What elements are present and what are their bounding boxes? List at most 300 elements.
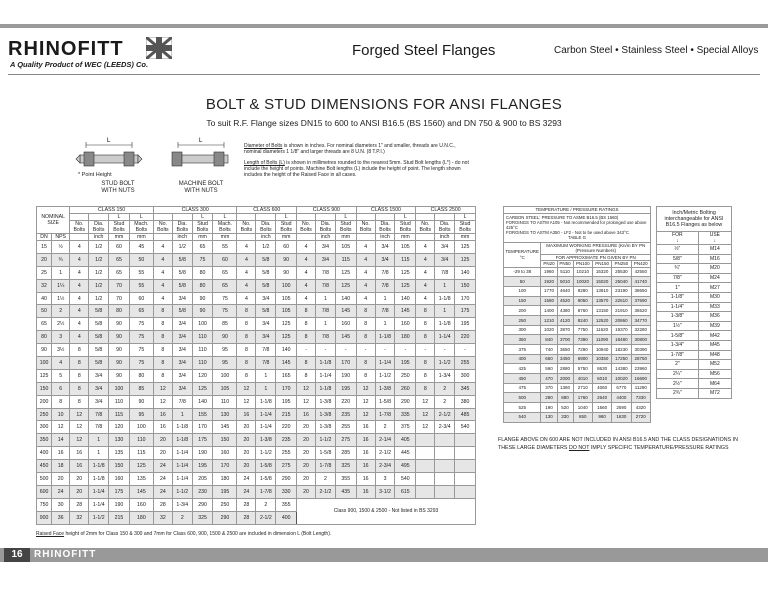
table-cell: 6770: [612, 383, 631, 393]
table-cell: 1-7/8: [375, 408, 395, 421]
table-cell: M56: [698, 369, 731, 379]
table-cell: 135: [109, 447, 130, 460]
table-cell: 145: [213, 421, 237, 434]
table-cell: 75: [129, 344, 153, 357]
table-cell: 75: [192, 253, 213, 266]
table-cell: 1210: [541, 315, 557, 325]
table-cell: 195: [192, 460, 213, 473]
table-cell: 90: [109, 369, 130, 382]
table-row: [37, 292, 476, 305]
table-cell: 5/8: [172, 279, 192, 292]
length-marker-1-2: L: [192, 214, 213, 221]
table-cell: 5/8: [256, 305, 276, 318]
table-cell: 3/4: [89, 395, 109, 408]
table-cell: 840: [541, 335, 557, 345]
table-cell: 290: [213, 511, 237, 524]
table-cell: 3450: [557, 354, 573, 364]
table-cell: 7/8: [375, 266, 395, 279]
table-cell: 1-1/4: [256, 408, 276, 421]
table-cell: 1960: [541, 267, 557, 277]
table-cell: 150: [37, 382, 52, 395]
subheader-0-2: Stud Bolts: [109, 221, 130, 234]
table-cell: 16: [70, 447, 89, 460]
table-cell: 1/2: [89, 241, 109, 254]
table-cell: 8: [237, 369, 256, 382]
table-cell: 5/8: [256, 253, 276, 266]
table-cell: 16: [237, 408, 256, 421]
table-cell: 4: [416, 241, 435, 254]
table-cell: 2: [375, 421, 395, 434]
table-row: [37, 434, 476, 447]
table-cell: 350: [37, 434, 52, 447]
table-cell: 4: [153, 279, 172, 292]
table-cell: M20: [698, 264, 731, 274]
table-cell: 3: [52, 331, 70, 344]
table-row: [37, 369, 476, 382]
table-cell: 5/8: [89, 357, 109, 370]
table-cell: M33: [698, 302, 731, 312]
table-cell: 65: [109, 253, 130, 266]
table-cell: 3870: [557, 325, 573, 335]
table-cell: 8: [297, 318, 316, 331]
table-cell: 60: [129, 292, 153, 305]
inch-metric-body: [657, 245, 732, 399]
table-cell: 115: [395, 253, 416, 266]
table-cell: 4: [153, 241, 172, 254]
table-cell: 16: [356, 473, 375, 486]
table-cell: -: [356, 344, 375, 357]
table-row: [657, 312, 732, 322]
table-cell: 7390: [573, 335, 592, 345]
table-cell: 335: [395, 408, 416, 421]
table-cell: 20: [297, 421, 316, 434]
table-cell: 290: [276, 473, 297, 486]
table-cell: ¾": [657, 264, 699, 274]
table-row: [657, 340, 732, 350]
table-cell: [416, 447, 435, 460]
subheader-0-1: Dia. Bolts: [89, 221, 109, 234]
table-cell: 3/4: [89, 382, 109, 395]
table-cell: 4: [237, 279, 256, 292]
table-cell: 12: [70, 421, 89, 434]
table-cell: 5/8: [89, 318, 109, 331]
table-cell: 8240: [573, 315, 592, 325]
table-cell: 100: [109, 382, 130, 395]
unit-3-1: inch: [316, 234, 336, 241]
table-cell: 2: [316, 473, 336, 486]
table-cell: 520: [557, 403, 573, 413]
subheader-3-1: Dia. Bolts: [316, 221, 336, 234]
table-cell: 28: [237, 511, 256, 524]
diameter-note: Diameter of Bolts is shown in inches. For nominal diameters 1" and smaller, threads are U.N.C., nominal diameters 1 1/8" and larger threads are 8 U.N. (8 T.P.I.): [244, 143, 456, 156]
table-cell: 21910: [612, 306, 631, 316]
table-cell: -: [416, 344, 435, 357]
table-cell: 5010: [557, 277, 573, 287]
page-number: 16: [4, 548, 30, 562]
table-cell: 650: [541, 354, 557, 364]
table-cell: 560: [541, 364, 557, 374]
table-cell: 16690: [631, 374, 650, 384]
table-cell: 4: [237, 292, 256, 305]
table-cell: 4: [70, 318, 89, 331]
table-cell: 12: [416, 408, 435, 421]
table-cell: 25530: [612, 267, 631, 277]
length-marker-3-2: L: [335, 214, 356, 221]
table-cell: 30800: [631, 335, 650, 345]
table-cell: 60: [276, 241, 297, 254]
table-cell: 3/4: [316, 241, 336, 254]
table-cell: 24: [153, 460, 172, 473]
table-cell: 350: [504, 335, 541, 345]
table-cell: 1: [375, 292, 395, 305]
subheader-1-2: Stud Bolts: [192, 221, 213, 234]
table-cell: 220: [455, 331, 476, 344]
table-cell: 30: [52, 498, 70, 511]
table-cell: 32: [70, 511, 89, 524]
table-cell: 20: [52, 473, 70, 486]
table-cell: 4: [237, 253, 256, 266]
table-cell: 4: [356, 292, 375, 305]
table-cell: 18230: [612, 345, 631, 355]
table-cell: 8: [416, 305, 435, 318]
class-2500-header: CLASS 2500: [416, 207, 476, 214]
table-cell: 20: [297, 434, 316, 447]
table-cell: 450: [37, 460, 52, 473]
table-cell: 70: [109, 292, 130, 305]
table-cell: 4: [70, 279, 89, 292]
table-cell: 4: [297, 253, 316, 266]
table-cell: 12: [153, 395, 172, 408]
unit-4-1: inch: [375, 234, 395, 241]
table-cell: 6: [52, 382, 70, 395]
table-cell: 250: [213, 498, 237, 511]
table-cell: 20: [237, 421, 256, 434]
length-marker-3-1: [316, 214, 336, 221]
table-cell: 125: [129, 460, 153, 473]
subheader-3-0: No. Bolts: [297, 221, 316, 234]
table-cell: 8: [153, 357, 172, 370]
table-cell: 250: [504, 315, 541, 325]
table-cell: 140: [276, 344, 297, 357]
table-cell: 170: [335, 357, 356, 370]
table-cell: 2-3/4: [375, 460, 395, 473]
table-cell: [435, 485, 455, 498]
table-cell: 2-1/4: [375, 434, 395, 447]
table-row: [657, 379, 732, 389]
table-cell: 100: [192, 318, 213, 331]
table-cell: 1630: [612, 412, 631, 422]
large-flange-note: FLANGE ABOVE DN 600 ARE NOT INCLUDED IN ANSI B16.5 AND THE CLASS DESIGNATIONS IN THESE LARGE DIAMETERS DO NOT IMPLY SPECIFIC TEMPERATURE/PRESSURE RATINGS: [498, 437, 738, 451]
table-cell: 2590: [612, 403, 631, 413]
table-cell: 7/8: [316, 331, 336, 344]
table-cell: 8: [237, 357, 256, 370]
length-marker-0-2: L: [109, 214, 130, 221]
table-cell: 16: [356, 421, 375, 434]
table-cell: 3/4: [435, 253, 455, 266]
subheader-0-0: No. Bolts: [70, 221, 89, 234]
table-cell: 16: [153, 408, 172, 421]
table-cell: 445: [395, 447, 416, 460]
table-cell: 12: [237, 395, 256, 408]
table-cell: 20: [297, 460, 316, 473]
table-cell: 195: [213, 485, 237, 498]
table-cell: 24: [153, 485, 172, 498]
unit-5-0: [416, 234, 435, 241]
table-cell: M52: [698, 360, 731, 370]
table-cell: 330: [276, 485, 297, 498]
length-marker-1-0: [153, 214, 172, 221]
class-1500-header: CLASS 1500: [356, 207, 416, 214]
table-cell: 170: [192, 421, 213, 434]
table-cell: 2880: [557, 364, 573, 374]
table-cell: 41740: [631, 277, 650, 287]
table-cell: 1": [657, 283, 699, 293]
table-cell: 1-3/4": [657, 340, 699, 350]
table-cell: 1-5/8: [375, 395, 395, 408]
table-cell: 4400: [612, 393, 631, 403]
table-cell: 230: [192, 485, 213, 498]
table-cell: 160: [213, 447, 237, 460]
table-cell: 18480: [612, 335, 631, 345]
table-row: [657, 321, 732, 331]
table-cell: 16: [70, 460, 89, 473]
logo-tagline: A Quality Product of WEC (LEEDS) Co.: [10, 60, 149, 69]
table-cell: 24: [52, 485, 70, 498]
table-cell: ½": [657, 245, 699, 255]
table-cell: 7330: [631, 393, 650, 403]
units-row: [37, 234, 476, 241]
table-cell: 235: [276, 434, 297, 447]
approx-pn-header: FOR APPROXIMATE PN GIVEN BY PN: [541, 254, 651, 261]
table-cell: 170: [276, 382, 297, 395]
table-cell: 28750: [631, 354, 650, 364]
table-row: [37, 460, 476, 473]
table-cell: 95: [213, 344, 237, 357]
table-cell: 8630: [592, 364, 611, 374]
table-cell: M39: [698, 321, 731, 331]
table-cell: 7/8: [375, 279, 395, 292]
table-cell: 1920: [541, 277, 557, 287]
table-cell: 8: [153, 344, 172, 357]
table-cell: 24: [153, 473, 172, 486]
table-cell: 12: [70, 434, 89, 447]
pt-notes: CARBON STEEL: PRESSURE TO ASME B16.5 (BS 1560) FORGINGS TO ASTM A105 - Not recommended for prolonged use above 425°C FORGINGS TO ASTM A350 - LF2 - Not to be used above 343°C TABLE G: [504, 213, 651, 242]
table-cell: 16: [356, 434, 375, 447]
table-cell: 3½: [52, 344, 70, 357]
table-cell: 330: [557, 412, 573, 422]
table-cell: 20: [237, 434, 256, 447]
not-listed-note: Class 900, 1500 & 2500 - Not listed in BS 3293: [297, 498, 476, 524]
table-cell: 16: [356, 485, 375, 498]
table-cell: 65: [192, 241, 213, 254]
table-cell: 485: [455, 408, 476, 421]
table-cell: 1020: [541, 325, 557, 335]
table-cell: 540: [504, 412, 541, 422]
pressure-ratings-body: [504, 267, 651, 422]
table-cell: 110: [213, 395, 237, 408]
table-cell: 75: [129, 318, 153, 331]
table-cell: 190: [109, 498, 130, 511]
table-row: [504, 296, 651, 306]
table-row: [37, 498, 476, 511]
length-marker-5-0: [416, 214, 435, 221]
length-marker-2-1: [256, 214, 276, 221]
table-cell: 380: [455, 395, 476, 408]
table-cell: 130: [541, 412, 557, 422]
table-cell: 1-1/8: [435, 318, 455, 331]
table-cell: 32280: [631, 325, 650, 335]
table-cell: 2¼": [657, 369, 699, 379]
length-marker-0-0: [70, 214, 89, 221]
table-cell: 4380: [557, 306, 573, 316]
table-cell: 15: [37, 241, 52, 254]
table-cell: 20860: [612, 315, 631, 325]
length-marker-1-3: L: [213, 214, 237, 221]
table-cell: 8: [237, 305, 256, 318]
table-cell: 205: [192, 473, 213, 486]
table-cell: 2-3/4: [435, 421, 455, 434]
table-cell: ¾: [52, 253, 70, 266]
table-cell: 1-1/2: [89, 511, 109, 524]
table-cell: 8: [70, 382, 89, 395]
table-row: [504, 374, 651, 384]
unit-1-3: mm: [213, 234, 237, 241]
table-cell: 4: [356, 266, 375, 279]
table-cell: 1760: [573, 393, 592, 403]
table-cell: 8: [356, 369, 375, 382]
table-cell: 75: [129, 357, 153, 370]
point-height-note: * Point Height: [78, 172, 112, 178]
table-cell: 160: [335, 318, 356, 331]
table-cell: 600: [37, 485, 52, 498]
table-cell: 70: [109, 279, 130, 292]
table-cell: 8: [70, 357, 89, 370]
table-row: [657, 245, 732, 255]
table-cell: -: [297, 344, 316, 357]
for-header: FOR ↓: [657, 232, 699, 245]
table-cell: 190: [541, 403, 557, 413]
table-row: [37, 331, 476, 344]
table-cell: 195: [335, 382, 356, 395]
table-cell: 1½": [657, 321, 699, 331]
table-row: [37, 241, 476, 254]
table-cell: -: [316, 344, 336, 357]
table-cell: 1/2: [89, 279, 109, 292]
table-cell: 2-1/2: [435, 408, 455, 421]
table-cell: M24: [698, 273, 731, 283]
table-cell: 1: [316, 292, 336, 305]
table-cell: 3/4: [375, 253, 395, 266]
table-cell: 1-5/8": [657, 331, 699, 341]
table-cell: 3-1/2: [375, 485, 395, 498]
table-cell: 1360: [557, 383, 573, 393]
length-marker-0-3: L: [129, 214, 153, 221]
unit-1-0: [153, 234, 172, 241]
table-cell: 1-1/4: [172, 447, 192, 460]
table-row: [657, 302, 732, 312]
table-cell: 5/8: [89, 344, 109, 357]
table-cell: 12: [153, 382, 172, 395]
table-row: [37, 473, 476, 486]
length-marker-1-1: [172, 214, 192, 221]
table-cell: 7/8: [256, 357, 276, 370]
table-cell: 5/8: [172, 266, 192, 279]
header-title: Forged Steel Flanges: [352, 42, 496, 59]
table-cell: 7/8: [316, 305, 336, 318]
table-cell: 165: [276, 369, 297, 382]
table-row: [657, 264, 732, 274]
table-cell: 100: [37, 357, 52, 370]
table-cell: 4320: [631, 403, 650, 413]
table-cell: 28: [70, 498, 89, 511]
table-row: [37, 485, 476, 498]
table-cell: 175: [455, 305, 476, 318]
table-cell: 20: [70, 473, 89, 486]
table-cell: 1/2: [256, 241, 276, 254]
table-cell: 3/4: [89, 369, 109, 382]
size-unit-0: DN: [37, 234, 52, 241]
table-cell: 2½: [52, 318, 70, 331]
table-cell: 1-1/8: [316, 357, 336, 370]
table-cell: 90: [213, 331, 237, 344]
table-cell: 12: [356, 408, 375, 421]
table-cell: 285: [335, 447, 356, 460]
table-cell: 3: [375, 473, 395, 486]
table-cell: 105: [395, 241, 416, 254]
table-cell: 5/8: [172, 305, 192, 318]
table-cell: 8: [297, 331, 316, 344]
table-cell: 8: [297, 357, 316, 370]
table-cell: 3/4: [172, 331, 192, 344]
table-cell: 500: [37, 473, 52, 486]
length-marker-2-2: L: [276, 214, 297, 221]
pn-col-5: PN420: [631, 261, 650, 268]
subheader-2-1: Dia. Bolts: [256, 221, 276, 234]
table-cell: 14: [52, 434, 70, 447]
table-cell: 110: [192, 357, 213, 370]
subheader-4-1: Dia. Bolts: [375, 221, 395, 234]
table-cell: 2640: [592, 393, 611, 403]
table-cell: 28: [153, 498, 172, 511]
subheader-1-1: Dia. Bolts: [172, 221, 192, 234]
table-cell: [416, 460, 435, 473]
table-cell: 16: [297, 408, 316, 421]
table-cell: 5/8: [256, 266, 276, 279]
table-cell: 4010: [573, 374, 592, 384]
table-cell: 5/8: [256, 279, 276, 292]
table-cell: 405: [395, 434, 416, 447]
class-300-header: CLASS 300: [153, 207, 237, 214]
table-cell: 1-3/8: [316, 395, 336, 408]
table-cell: 32: [153, 511, 172, 524]
table-cell: 8: [416, 382, 435, 395]
table-cell: 880: [557, 393, 573, 403]
subheader-0-3: Mach. Bolts: [129, 221, 153, 234]
table-cell: -: [335, 344, 356, 357]
table-cell: [416, 434, 435, 447]
table-cell: [455, 447, 476, 460]
inch-metric-heading: Inch/Metric Bolting interchangeable for ANSI B16.5 Flanges as below: [657, 207, 732, 232]
table-row: [657, 369, 732, 379]
table-cell: -: [455, 344, 476, 357]
table-cell: 1-1/8": [657, 292, 699, 302]
table-cell: 4: [237, 266, 256, 279]
table-cell: 8: [356, 318, 375, 331]
table-cell: 4: [70, 241, 89, 254]
table-cell: 65: [213, 279, 237, 292]
table-cell: 8: [416, 369, 435, 382]
table-cell: M30: [698, 292, 731, 302]
